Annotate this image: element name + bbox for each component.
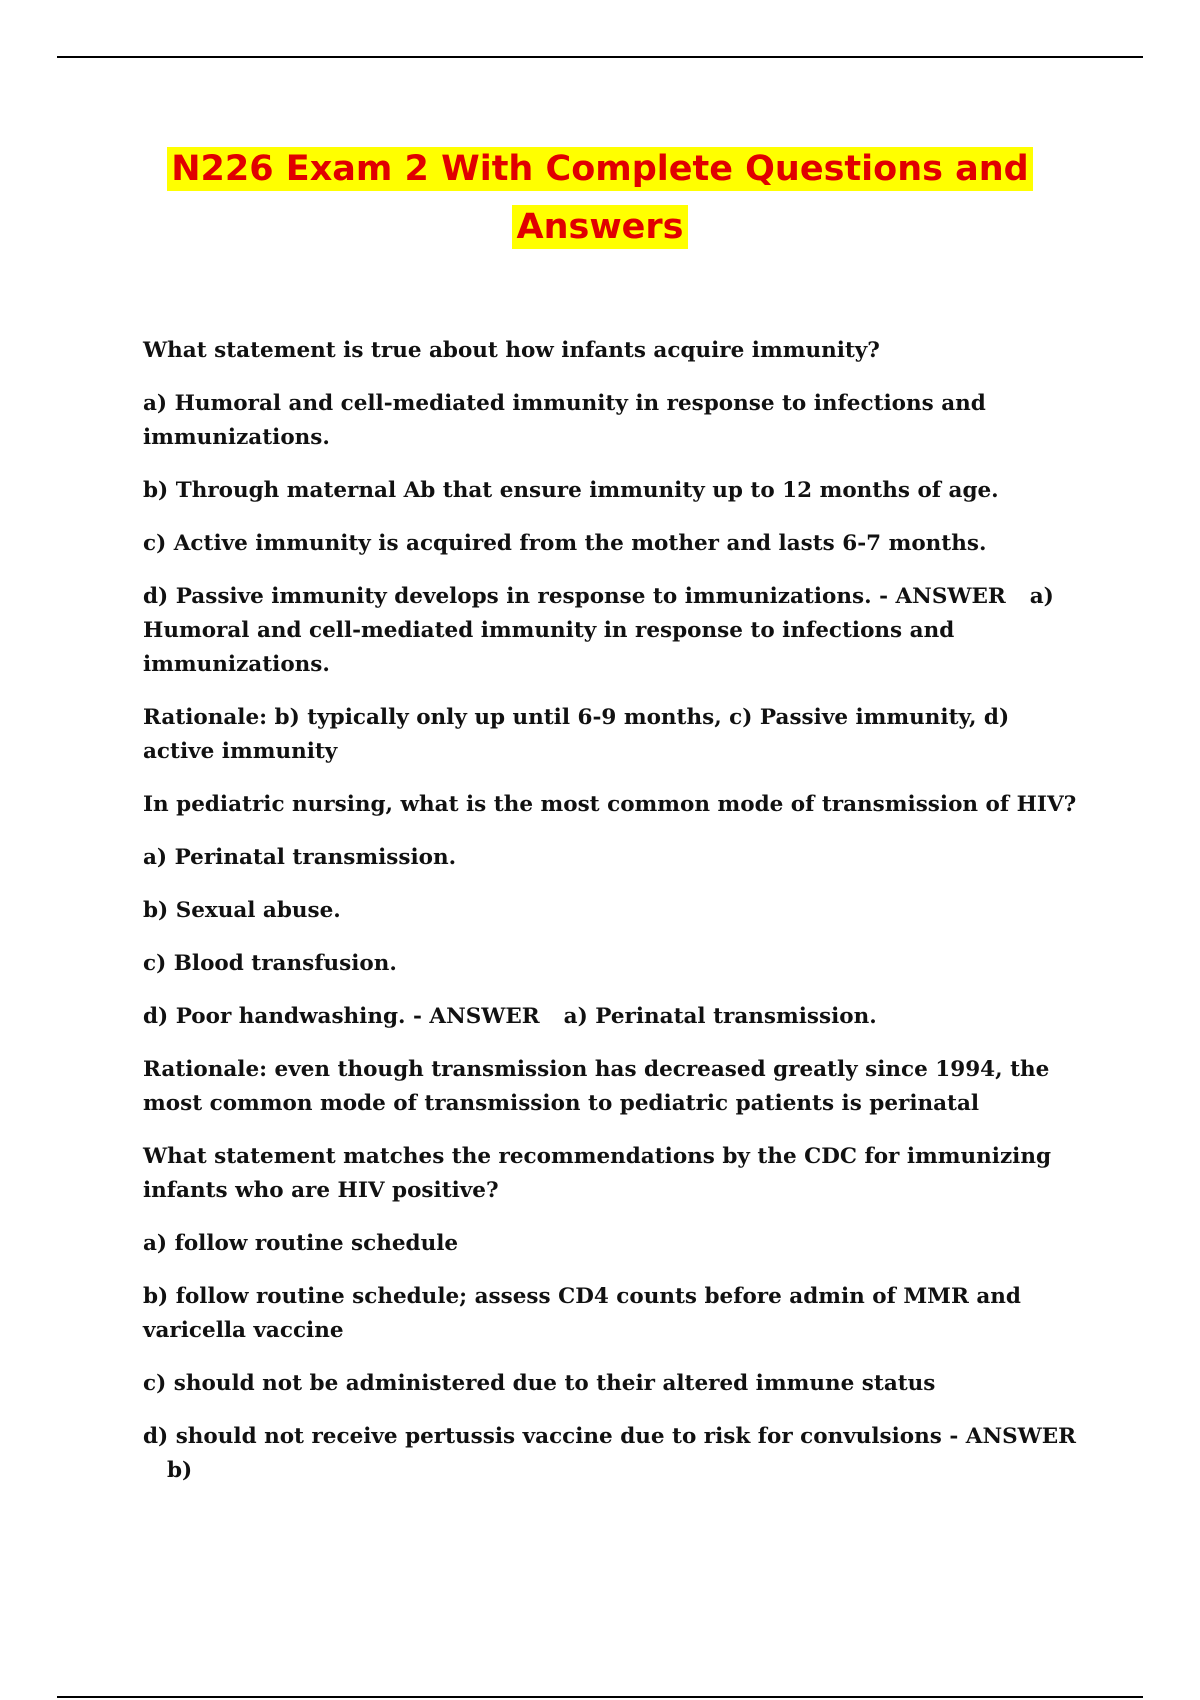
q3-option-d bbox=[143, 1420, 1083, 1488]
q2-option-d-text: d) Poor handwashing. - ANSWER bbox=[143, 1004, 540, 1029]
q2-question: In pediatric nursing, what is the most common mode of transmission of HIV? bbox=[143, 792, 1077, 817]
q2-answer: a) Perinatal transmission. bbox=[563, 1004, 877, 1029]
q1-rationale: Rationale: b) typically only up until 6-9 months, c) Passive immunity, d) active immunity bbox=[143, 705, 1010, 764]
document-body bbox=[143, 334, 1083, 1507]
title-line-2: Answers bbox=[512, 205, 687, 249]
q3-option-c: c) should not be administered due to their altered immune status bbox=[143, 1371, 936, 1396]
q2-option-d bbox=[143, 1000, 1083, 1034]
page-title bbox=[60, 140, 1140, 256]
q3-question: What statement matches the recommendations by the CDC for immunizing infants who are HIV positive? bbox=[143, 1144, 1052, 1203]
top-rule bbox=[57, 56, 1143, 58]
q2-option-c: c) Blood transfusion. bbox=[143, 951, 397, 976]
q1-answer: a) Humoral and cell-mediated immunity in response to infections and immunizations. bbox=[143, 584, 1054, 677]
q1-option-a: a) Humoral and cell-mediated immunity in response to infections and immunizations. bbox=[143, 391, 986, 450]
q1-option-d bbox=[143, 580, 1083, 682]
q3-option-d-text: d) should not receive pertussis vaccine due to risk for convulsions - ANSWER bbox=[143, 1424, 1077, 1449]
q3-answer: b) bbox=[167, 1458, 193, 1483]
bottom-rule bbox=[57, 1696, 1143, 1698]
q1-question: What statement is true about how infants acquire immunity? bbox=[143, 338, 880, 363]
q2-option-b: b) Sexual abuse. bbox=[143, 898, 341, 923]
q1-option-b: b) Through maternal Ab that ensure immunity up to 12 months of age. bbox=[143, 478, 999, 503]
q3-option-a: a) follow routine schedule bbox=[143, 1231, 459, 1256]
q2-rationale: Rationale: even though transmission has decreased greatly since 1994, the most common mode of transmission to pediatric patients is perinatal bbox=[143, 1057, 1050, 1116]
q1-option-c: c) Active immunity is acquired from the mother and lasts 6-7 months. bbox=[143, 531, 987, 556]
q2-option-a: a) Perinatal transmission. bbox=[143, 845, 457, 870]
title-line-1: N226 Exam 2 With Complete Questions and bbox=[167, 147, 1032, 191]
q3-option-b: b) follow routine schedule; assess CD4 counts before admin of MMR and varicella vaccine bbox=[143, 1284, 1021, 1343]
q1-option-d-text: d) Passive immunity develops in response to immunizations. - ANSWER bbox=[143, 584, 1006, 609]
